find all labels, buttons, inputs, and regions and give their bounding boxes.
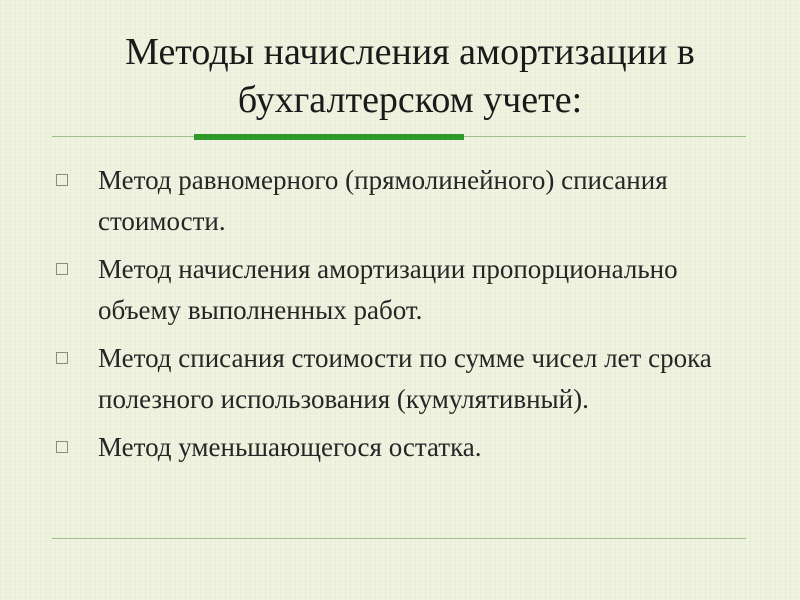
square-bullet-icon bbox=[56, 441, 68, 453]
list-item bbox=[54, 427, 734, 468]
bullet-text: Метод списания стоимости по сумме чисел лет срока полезного использования (кумулятивный). bbox=[98, 343, 712, 414]
square-bullet-icon bbox=[56, 174, 68, 186]
bullet-text: Метод начисления амортизации пропорционально объему выполненных работ. bbox=[98, 254, 678, 325]
slide-title: Методы начисления амортизации в бухгалтерском учете: bbox=[125, 31, 695, 121]
list-item bbox=[54, 160, 734, 242]
bullet-text: Метод равномерного (прямолинейного) списания стоимости. bbox=[98, 165, 668, 236]
bullet-list bbox=[54, 160, 734, 475]
bullet-text: Метод уменьшающегося остатка. bbox=[98, 432, 482, 462]
square-bullet-icon bbox=[56, 263, 68, 275]
list-item bbox=[54, 338, 734, 420]
square-bullet-icon bbox=[56, 352, 68, 364]
list-item bbox=[54, 249, 734, 331]
footer-divider bbox=[52, 538, 746, 539]
title-divider-accent bbox=[194, 134, 464, 140]
